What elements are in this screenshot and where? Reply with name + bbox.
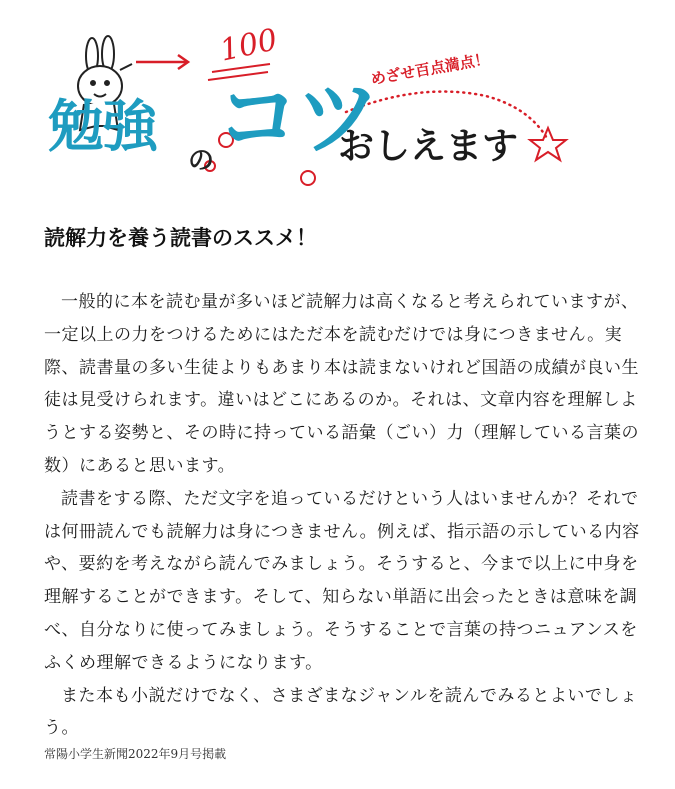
paragraph: また本も小説だけでなく、さまざまなジャンルを読んでみるとよいでしょう。 — [44, 685, 638, 739]
header-banner — [0, 0, 675, 200]
title-particle: の — [188, 146, 215, 176]
tagline: めざせ百点満点！ — [369, 49, 491, 89]
title-study: 勉強 — [48, 95, 156, 160]
article-subtitle: 読解力を養う読書のススメ！ — [44, 226, 317, 250]
star-icon — [530, 128, 566, 160]
publication-credit: 常陽小学生新聞2022年9月号掲載 — [44, 747, 227, 761]
article-body — [44, 286, 644, 745]
paragraph: 一般的に本を読む量が多いほど読解力は高くなると考えられていますが、一定以上の力をつけるためにはただ本を読むだけでは身につきません。実際、読書量の多い生徒よりもあまり本は読まないけれど国語の成績が良い生徒は見受けられます。違いはどこにあるのか。それは、文章内容を理解しようとする姿勢と、その時に持っている語彙（ごい）力（理解している言葉の数）にあると思います。 — [44, 292, 639, 476]
title-rest: おしえます — [338, 126, 519, 167]
title-kotsu: コツ — [216, 69, 377, 167]
hundred-mark: 100 — [216, 22, 281, 69]
paragraph: 読書をする際、ただ文字を追っているだけという人はいませんか？それでは何冊読んでも読解力は身につきません。例えば、指示語の示している内容や、要約を考えながら読んでみましょう。そうすると、今まで以上に中身を理解することができます。そして、知らない単語に出会ったときは意味を調べ、自分なりに使ってみましょう。そうすることで言葉の持つニュアンスをふくめ理解できるようになります。 — [44, 488, 640, 673]
